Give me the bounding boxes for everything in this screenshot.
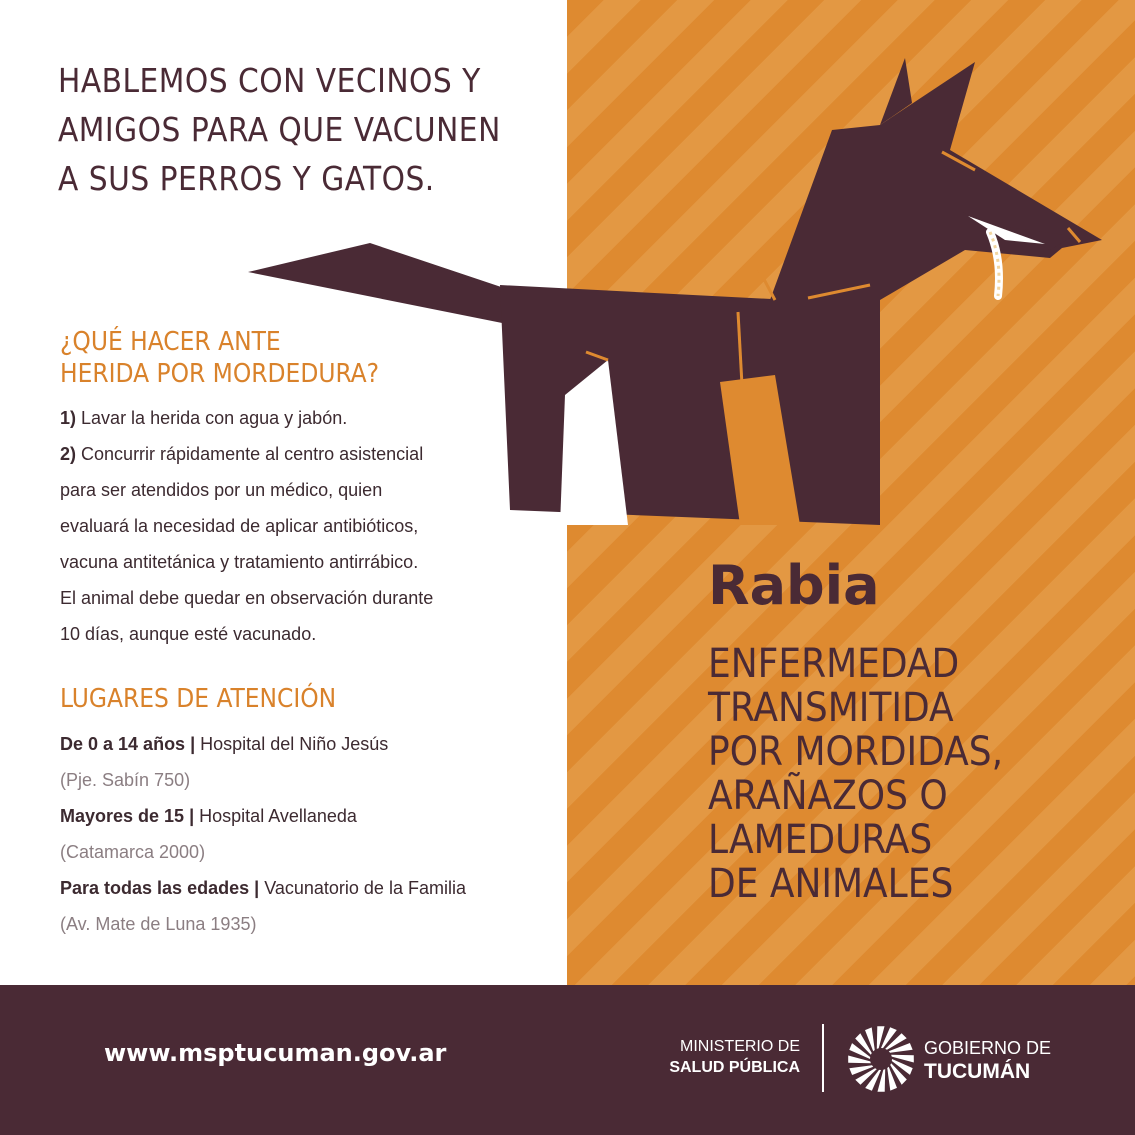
place-separator: |: [254, 878, 260, 898]
place-name: Hospital del Niño Jesús: [200, 734, 389, 754]
disease-description: [708, 642, 1128, 906]
place-name: Vacunatorio de la Familia: [264, 878, 466, 898]
government-logo-text: [924, 1036, 1051, 1084]
places-section-title: LUGARES DE ATENCIÓN: [60, 684, 337, 714]
disease-desc-line-4: ARAÑAZOS O: [708, 773, 948, 819]
places-list: [60, 726, 540, 942]
ministry-line-1: MINISTERIO DE: [679, 1038, 800, 1055]
step-2-number: 2): [60, 444, 77, 464]
place-item: [60, 798, 540, 834]
step-2-line-4: vacuna antitetánica y tratamiento antirrábico.: [60, 552, 419, 572]
disease-name: Rabia: [708, 554, 880, 617]
step-2-line-2: para ser atendidos por un médico, quien: [60, 480, 383, 500]
sun-emblem-icon: [847, 1025, 915, 1093]
step-1-text: Lavar la herida con agua y jabón.: [81, 408, 348, 428]
place-group: De 0 a 14 años: [60, 734, 186, 754]
observation-note-line-1: El animal debe quedar en observación durante: [60, 588, 434, 608]
website-link[interactable]: www.msptucuman.gov.ar: [104, 1039, 447, 1067]
gov-line-2: TUCUMÁN: [924, 1060, 1031, 1083]
place-address: (Av. Mate de Luna 1935): [60, 914, 257, 934]
step-1: [60, 400, 530, 436]
place-address: (Catamarca 2000): [60, 842, 206, 862]
place-item: [60, 870, 540, 906]
step-2-line-1: Concurrir rápidamente al centro asistencial: [81, 444, 424, 464]
wound-steps: [60, 400, 530, 652]
place-group: Para todas las edades: [60, 878, 250, 898]
place-separator: |: [189, 806, 195, 826]
disease-desc-line-1: ENFERMEDAD: [708, 641, 960, 687]
ministry-logo-text: [640, 1036, 800, 1078]
observation-note-line-2: 10 días, aunque esté vacunado.: [60, 624, 317, 644]
wound-title-line-1: ¿QUÉ HACER ANTE: [60, 327, 281, 357]
headline-line-1: HABLEMOS CON VECINOS Y: [58, 61, 481, 100]
ministry-line-2: SALUD PÚBLICA: [669, 1059, 800, 1076]
headline-line-3: A SUS PERROS Y GATOS.: [58, 159, 435, 198]
disease-desc-line-5: LAMEDURAS: [708, 817, 933, 863]
place-separator: |: [190, 734, 196, 754]
disease-desc-line-6: DE ANIMALES: [708, 861, 954, 907]
place-group: Mayores de 15: [60, 806, 185, 826]
disease-desc-line-2: TRANSMITIDA: [708, 685, 954, 731]
wound-title-line-2: HERIDA POR MORDEDURA?: [60, 359, 380, 389]
wound-section-title: [60, 326, 440, 390]
step-1-number: 1): [60, 408, 77, 428]
headline-line-2: AMIGOS PARA QUE VACUNEN: [58, 110, 501, 149]
disease-desc-line-3: POR MORDIDAS,: [708, 729, 1004, 775]
step-2-line-3: evaluará la necesidad de aplicar antibióticos,: [60, 516, 419, 536]
place-address: (Pje. Sabín 750): [60, 770, 191, 790]
logo-divider: [822, 1024, 824, 1092]
place-item: [60, 726, 540, 762]
step-2: [60, 436, 530, 472]
place-name: Hospital Avellaneda: [199, 806, 357, 826]
gov-line-1: GOBIERNO DE: [924, 1038, 1052, 1058]
headline: [58, 56, 538, 203]
